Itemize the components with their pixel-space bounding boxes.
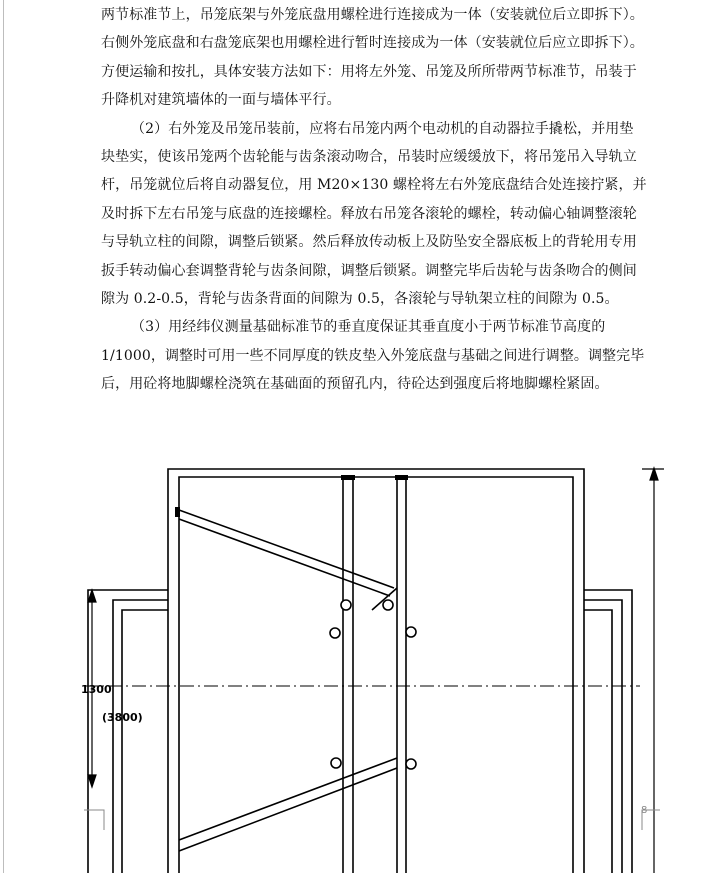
text-line: 方便运输和按扎，具体安装方法如下：用将左外笼、吊笼及所所带两节标准节，吊装于: [101, 63, 637, 80]
text-line: 隙为 0.2-0.5，背轮与齿条背面的间隙为 0.5，各滚轮与导轨架立柱的间隙为 0.5。: [101, 291, 619, 308]
dimension-sub-label: (3800): [102, 711, 143, 724]
text-line: 1/1000，调整时可用一些不同厚度的铁皮垫入外笼底盘与基础之间进行调整。调整完毕: [101, 347, 645, 364]
text-line: 升降机对建筑墙体的一面与墙体平行。: [101, 92, 341, 109]
text-line: 后，用砼将地脚螺栓浇筑在基础面的预留孔内，待砼达到强度后将地脚螺栓紧固。: [101, 376, 609, 393]
dimension-label: 1300: [81, 683, 112, 696]
diagram-fill-marks: [175, 475, 408, 517]
text-line: （2）右外笼及吊笼吊装前，应将右吊笼内两个电动机的自动器拉手撬松，并用垫: [131, 120, 634, 137]
diagram-frame: [88, 469, 632, 873]
text-line: （3）用经纬仪测量基础标准节的垂直度保证其垂直度小于两节标准节高度的: [131, 319, 606, 336]
page-number: 8: [641, 805, 648, 816]
text-line: 与导轨立柱的间隙，调整后锁紧。然后释放传动板上及防坠安全器底板上的背轮用专用: [101, 234, 637, 251]
text-line: 右侧外笼底盘和右盘笼底架也用螺栓进行暂时连接成为一体（安装就位后应立即拆下）。: [101, 35, 644, 52]
text-line: 两节标准节上，吊笼底架与外笼底盘用螺栓进行连接成为一体（安装就位后立即拆下）。: [101, 7, 644, 23]
text-line: 扳手转动偏心套调整背轮与齿条间隙，调整后锁紧。调整完毕后齿轮与齿条吻合的侧间: [101, 262, 637, 279]
text-line: 杆，吊笼就位后将自动器复位，用 M20×130 螺栓将左右外笼底盘结合处连接拧紧，并: [101, 177, 647, 194]
text-line: 块垫实，使该吊笼两个齿轮能与齿条滚动吻合，吊装时应缓缓放下，将吊笼吊入导轨立: [101, 149, 637, 166]
text-line: 及时拆下左右吊笼与底盘的连接螺栓。释放右吊笼各滚轮的螺栓，转动偏心轴调整滚轮: [101, 205, 637, 222]
